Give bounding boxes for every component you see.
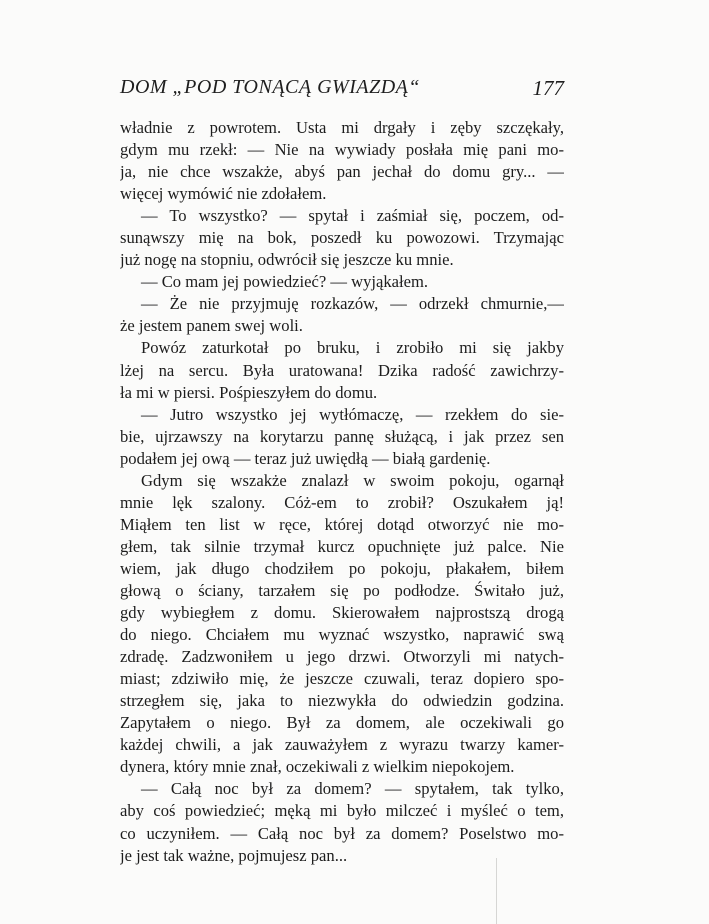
text-line: dynera, który mnie znał, oczekiwali z wielkim niepokojem. [120,757,515,777]
text-line: — Że nie przyjmuję rozkazów, — odrzekł chmurnie,— [141,294,564,314]
text-line: głową o ściany, tarzałem się po podłodze. Świtało już, [120,580,564,600]
text-line: wiem, jak długo chodziłem po pokoju, płakałem, biłem [120,558,564,578]
page-number: 177 [532,76,564,100]
text-line: aby coś powiedzieć; męką mi było milczeć i myśleć o tem, [120,801,564,821]
text-line: zdradę. Zadzwoniłem u jego drzwi. Otworzyli mi natych- [120,647,564,667]
text-line: do niego. Chciałem mu wyznać wszystko, naprawić swą [120,625,564,645]
text-line: — Co mam jej powiedzieć? — wyjąkałem. [141,272,429,292]
text-line: lżej na sercu. Była uratowana! Dzika radość zawichrzy- [120,360,564,380]
text-line: — Jutro wszystko jej wytłómaczę, — rzekłem do sie- [141,404,564,424]
text-line: głem, tak silnie trzymał kurcz opuchnięte już palce. Nie [120,536,564,556]
text-line: każdej chwili, a jak zauważyłem z wyrazu twarzy kamer- [120,735,564,755]
text-line: Gdym się wszakże znalazł w swoim pokoju, ogarnął [141,470,564,490]
text-line: — To wszystko? — spytał i zaśmiał się, poczem, od- [141,206,564,226]
text-line: ła mi w piersi. Pośpieszyłem do domu. [120,382,378,402]
text-line: — Całą noc był za domem? — spytałem, tak tylko, [141,779,564,799]
text-line: sunąwszy mię na bok, poszedł ku powozowi. Trzymając [120,228,564,248]
text-line: władnie z powrotem. Usta mi drgały i zęby szczękały, [120,118,564,137]
running-head [120,76,564,104]
text-line: podałem jej ową — teraz już uwiędłą — białą gardenię. [120,448,491,468]
text-line: bie, ujrzawszy na korytarzu pannę służącą, i jak przez sen [120,426,564,446]
text-line: że jestem panem swej woli. [120,316,303,336]
text-line: Powóz zaturkotał po bruku, i zrobiło mi się jakby [141,338,564,358]
text-line: strzegłem się, jaka to niezwykła do odwiedzin godzina. [120,691,564,711]
body-text [120,117,564,867]
text-line: już nogę na stopniu, odwrócił się jeszcze ku mnie. [120,250,454,270]
text-line: więcej wymówić nie zdołałem. [120,184,327,204]
scan-edge-mark [496,858,497,924]
text-line: ja, nie chce wszakże, abyś pan jechał do domu gry... — [120,162,564,182]
text-line: miast; zdziwiło mię, że jeszcze czuwali, teraz dopiero spo- [120,669,564,689]
text-line: co uczyniłem. — Całą noc był za domem? Poselstwo mo- [120,823,564,843]
text-line: mnie lęk szalony. Cóż-em to zrobił? Oszukałem ją! [120,492,564,512]
text-line: gdy wybiegłem z domu. Skierowałem najprostszą drogą [120,603,564,623]
text-line: Zapytałem o niego. Był za domem, ale oczekiwali go [120,713,564,733]
text-line: je jest tak ważne, pojmujesz pan... [120,845,348,865]
text-line: gdym mu rzekł: — Nie na wywiady posłała mię pani mo- [120,140,564,160]
running-title: DOM „POD TONĄCĄ GWIAZDĄ“ [120,76,420,98]
text-line: Miąłem ten list w ręce, której dotąd otworzyć nie mo- [120,514,564,534]
